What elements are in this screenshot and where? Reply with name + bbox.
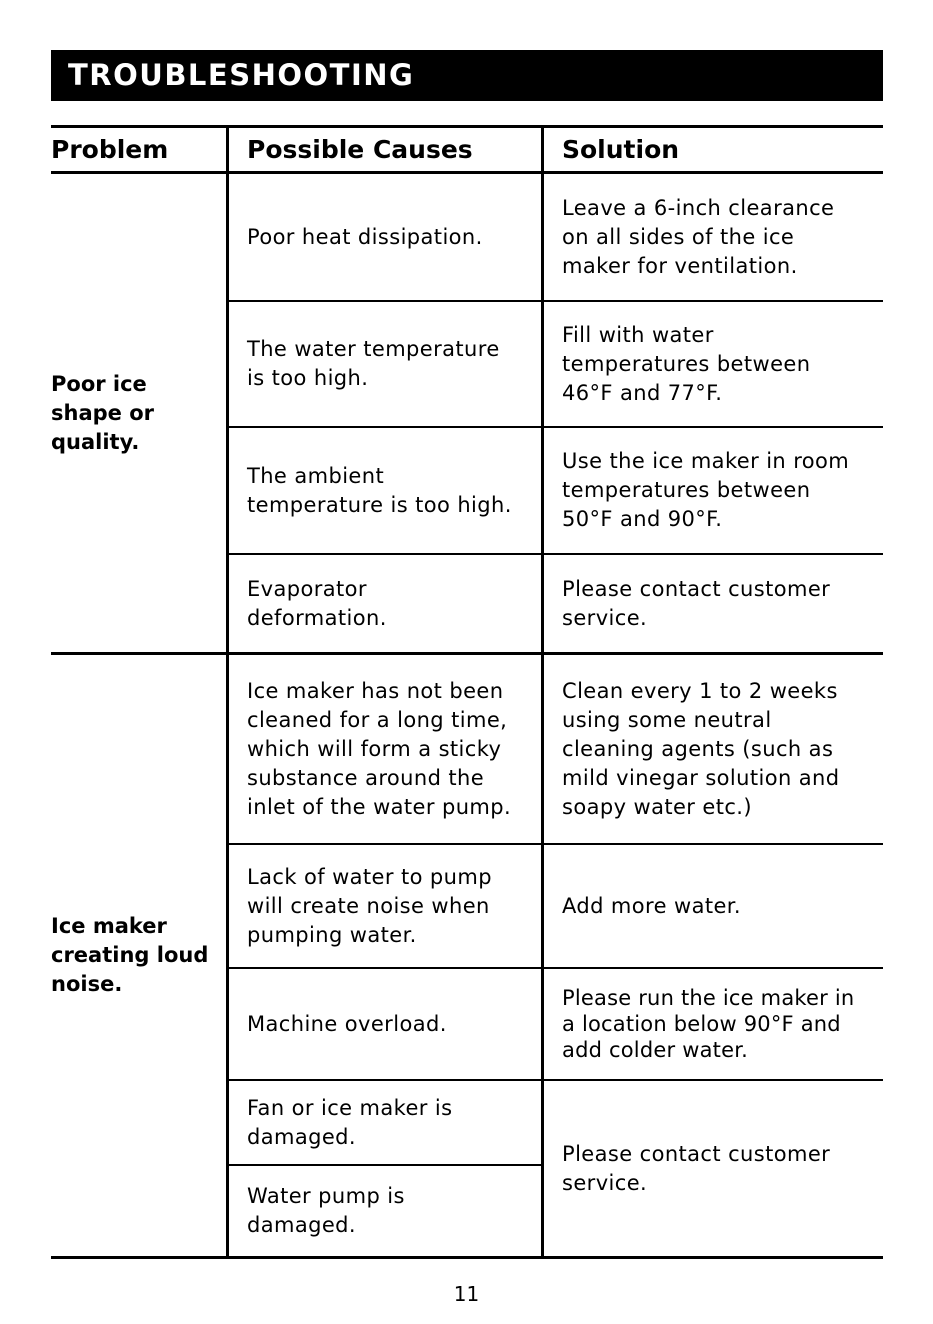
table-top-rule	[51, 125, 883, 128]
solution-cell: Leave a 6-inch clearance on all sides of the ice maker for ventilation.	[562, 195, 835, 278]
solution-cell: Please contact customer service.	[562, 576, 831, 630]
cause-cell: The ambient temperature is too high.	[247, 463, 512, 517]
solution-cell: Add more water.	[562, 893, 741, 918]
table-bottom-rule	[51, 1256, 883, 1259]
column-divider-1	[226, 125, 229, 1258]
solution-cell: Fill with water temperatures between 46°F and 77°F.	[562, 322, 811, 405]
problem-loud-noise: Ice maker creating loud noise.	[51, 914, 209, 996]
solution-cell-shared: Please contact customer service.	[562, 1141, 831, 1195]
solution-cell: Use the ice maker in room temperatures between 50°F and 90°F.	[562, 449, 850, 531]
page-number: 11	[453, 1282, 480, 1306]
cause-cell: Evaporator deformation.	[247, 576, 387, 630]
cause-cell: Machine overload.	[247, 1011, 447, 1036]
cause-cell: Poor heat dissipation.	[247, 224, 483, 249]
cause-cell: Lack of water to pump will create noise when pumping water.	[247, 864, 492, 947]
header-solution: Solution	[562, 135, 680, 164]
column-divider-2	[541, 125, 544, 1258]
cause-cell: The water temperature is too high.	[247, 337, 500, 390]
cause-cell: Ice maker has not been cleaned for a long time, which will form a sticky substance around the inlet of the water pump.	[247, 678, 512, 819]
solution-cell: Please run the ice maker in a location below 90°F and add colder water.	[562, 986, 855, 1062]
solution-cell: Clean every 1 to 2 weeks using some neutral cleaning agents (such as mild vinegar solution and soapy water etc.)	[562, 678, 840, 819]
header-possible-causes: Possible Causes	[247, 135, 473, 164]
problem-poor-ice-shape: Poor ice shape or quality.	[51, 371, 154, 454]
header-problem: Problem	[51, 135, 169, 164]
cause-cell: Water pump is damaged.	[247, 1184, 405, 1237]
page-title: TROUBLESHOOTING	[51, 50, 883, 101]
cause-cell: Fan or ice maker is damaged.	[247, 1095, 453, 1149]
